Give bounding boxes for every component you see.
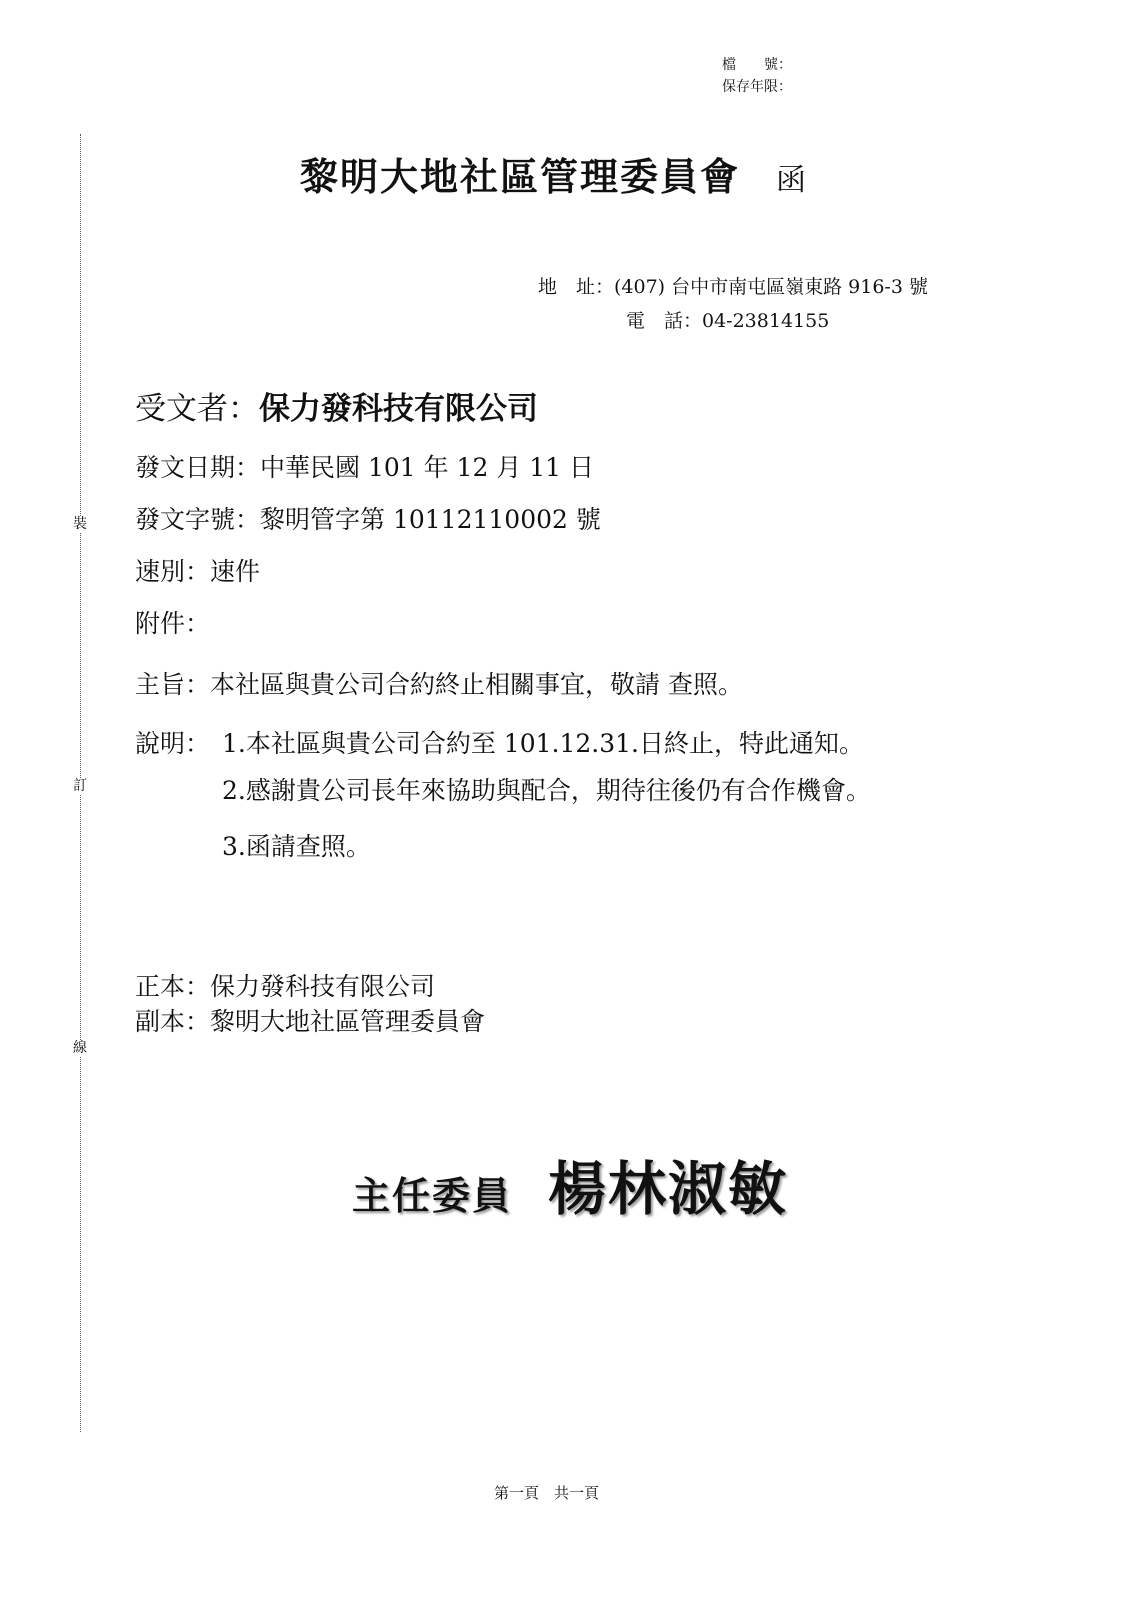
signature-block [352, 1142, 788, 1226]
file-info [722, 54, 792, 98]
binding-mark-zhuang: 裝 [73, 516, 87, 532]
file-number-label: 檔 號： [722, 57, 792, 73]
document-number: 發文字號：黎明管字第 10112110002 號 [135, 505, 601, 534]
duplicate-copy: 副本：黎明大地社區管理委員會 [135, 1007, 486, 1036]
document-title [300, 146, 808, 201]
retention-period-label: 保存年限： [722, 79, 792, 95]
explanation-item-3: 3.函請查照。 [222, 832, 371, 861]
binding-mark-xian: 線 [73, 1040, 87, 1056]
recipient-name: 保力發科技有限公司 [259, 391, 538, 427]
signatory-name: 楊林淑敏 [548, 1155, 789, 1223]
recipient-line [135, 392, 538, 428]
sender-address: 地 址：(407) 台中市南屯區嶺東路 916-3 號 [538, 276, 928, 298]
signatory-role: 主任委員 [352, 1173, 513, 1218]
document-type: 函 [776, 163, 809, 198]
organization-name: 黎明大地社區管理委員會 [300, 154, 741, 199]
binding-mark-ding: 訂 [73, 778, 87, 794]
recipient-label: 受文者： [135, 391, 259, 427]
delivery-speed: 速別：速件 [135, 557, 261, 586]
attachment: 附件： [135, 609, 211, 638]
subject: 主旨：本社區與貴公司合約終止相關事宜，敬請 查照。 [135, 670, 743, 699]
explanation-item-1: 1.本社區與貴公司合約至 101.12.31.日終止，特此通知。 [222, 729, 864, 758]
issue-date: 發文日期：中華民國 101 年 12 月 11 日 [135, 453, 595, 482]
explanation-item-2: 2.感謝貴公司長年來協助與配合，期待往後仍有合作機會。 [222, 776, 871, 805]
original-copy: 正本：保力發科技有限公司 [135, 972, 436, 1001]
explanation-label: 說明： [135, 729, 211, 758]
sender-phone: 電 話：04-23814155 [626, 310, 830, 332]
page-number: 第一頁 共一頁 [494, 1484, 600, 1502]
